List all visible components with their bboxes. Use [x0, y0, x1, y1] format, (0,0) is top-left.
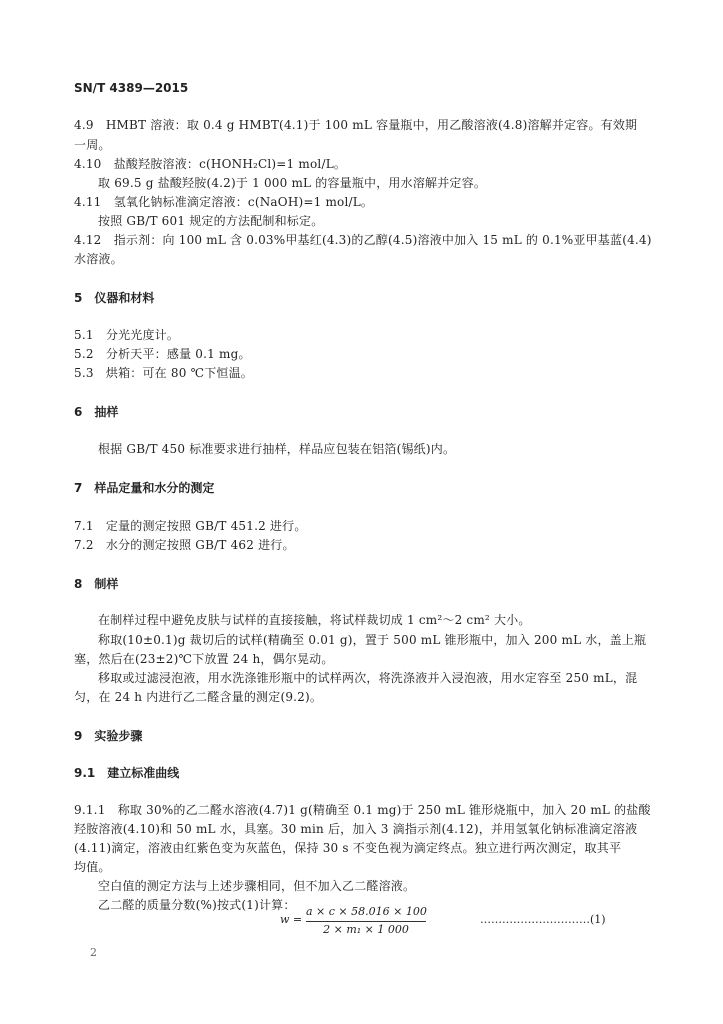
clause-9-1-1: 9.1.1 称取 30%的乙二醛水溶液(4.7)1 g(精确至 0.1 mg)于 250 mL 锥形烧瓶中，加入 20 mL 的盐酸 — [74, 803, 651, 817]
clause-7-1: 7.1 定量的测定按照 GB/T 451.2 进行。 — [74, 519, 307, 533]
formula-numerator: a × c × 58.016 × 100 — [306, 905, 427, 918]
clause-5-1: 5.1 分光光度计。 — [74, 328, 180, 342]
clause-4-9: 4.9 HMBT 溶液：取 0.4 g HMBT(4.1)于 100 mL 容量瓶中，用乙酸溶液(4.8)溶解并定容。有效期 — [74, 118, 638, 132]
fraction-bar — [306, 921, 426, 922]
text-line: (4.11)滴定，溶液由红紫色变为灰蓝色，保持 30 s 不变色视为滴定终点。独立进行两次测定，取其平 — [74, 841, 622, 855]
text-line: 一周。 — [74, 138, 111, 152]
text-line: 匀，在 24 h 内进行乙二醛含量的测定(9.2)。 — [74, 690, 323, 704]
equation-number: …………………………(1) — [480, 913, 606, 926]
page-number: 2 — [90, 946, 97, 959]
text-line: 按照 GB/T 601 规定的方法配制和标定。 — [98, 214, 324, 228]
clause-5-3: 5.3 烘箱：可在 80 ℃下恒温。 — [74, 366, 254, 380]
text-line: 移取或过滤浸泡液，用水洗涤锥形瓶中的试样两次，将洗涤液并入浸泡液，用水定容至 250 mL，混 — [98, 671, 638, 685]
formula-denominator: 2 × m₁ × 1 000 — [323, 923, 409, 936]
standard-id: SN/T 4389—2015 — [74, 81, 189, 95]
clause-4-11: 4.11 氢氧化钠标准滴定溶液：c(NaOH)=1 mol/L。 — [74, 195, 374, 209]
section-heading-8: 8 制样 — [74, 577, 119, 591]
text-line: 水溶液。 — [74, 252, 123, 266]
subsection-heading-9-1: 9.1 建立标准曲线 — [74, 766, 180, 780]
text-line: 根据 GB/T 450 标准要求进行抽样，样品应包装在铝箔(锡纸)内。 — [98, 442, 456, 456]
text-line: 羟胺溶液(4.10)和 50 mL 水，具塞。30 min 后，加入 3 滴指示剂(4.12)，并用氢氧化钠标准滴定溶液 — [74, 822, 638, 836]
text-line: 空白值的测定方法与上述步骤相同，但不加入乙二醛溶液。 — [98, 879, 416, 893]
text-line: 在制样过程中避免皮肤与试样的直接接触，将试样裁切成 1 cm²～2 cm² 大小。 — [98, 613, 531, 627]
clause-4-10: 4.10 盐酸羟胺溶液：c(HONH₂Cl)=1 mol/L。 — [74, 157, 347, 171]
section-heading-7: 7 样品定量和水分的测定 — [74, 481, 215, 495]
text-line: 均值。 — [74, 860, 111, 874]
clause-4-12: 4.12 指示剂：向 100 mL 含 0.03%甲基红(4.3)的乙醇(4.5)溶液中加入 15 mL 的 0.1%亚甲基蓝(4.4) — [74, 233, 652, 247]
text-line: 取 69.5 g 盐酸羟胺(4.2)于 1 000 mL 的容量瓶中，用水溶解并定容。 — [98, 176, 487, 190]
text-line: 称取(10±0.1)g 裁切后的试样(精确至 0.01 g)，置于 500 mL 锥形瓶中，加入 200 mL 水，盖上瓶 — [98, 633, 647, 647]
section-heading-5: 5 仪器和材料 — [74, 291, 155, 305]
text-line: 乙二醛的质量分数(%)按式(1)计算： — [98, 898, 296, 912]
text-line: 塞，然后在(23±2)℃下放置 24 h，偶尔晃动。 — [74, 652, 334, 666]
clause-5-2: 5.2 分析天平：感量 0.1 mg。 — [74, 347, 251, 361]
section-heading-6: 6 抽样 — [74, 405, 119, 419]
section-heading-9: 9 实验步骤 — [74, 729, 143, 743]
formula-lhs: w = — [280, 913, 303, 926]
clause-7-2: 7.2 水分的测定按照 GB/T 462 进行。 — [74, 538, 295, 552]
